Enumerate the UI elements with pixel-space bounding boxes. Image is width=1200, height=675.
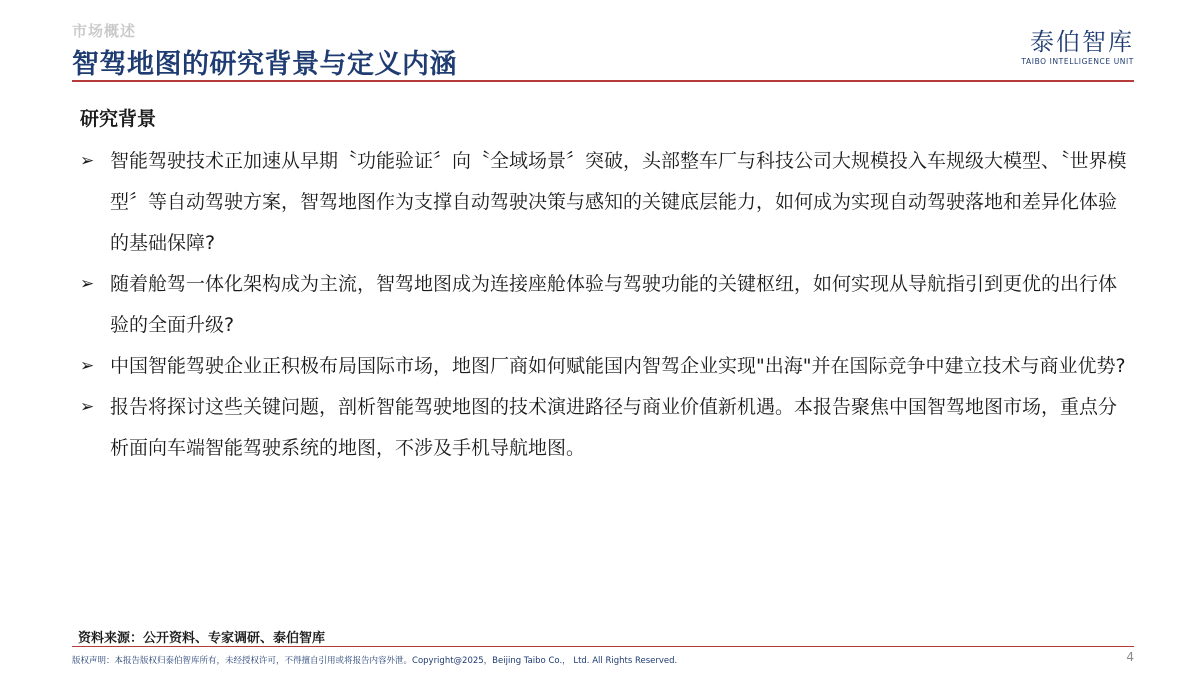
content-area — [80, 104, 1130, 469]
bullet-text: 报告将探讨这些关键问题，剖析智能驾驶地图的技术演进路径与商业价值新机遇。本报告聚焦中国智驾地图市场，重点分析面向车端智能驾驶系统的地图，不涉及手机导航地图。 — [110, 396, 1118, 459]
copyright-notice: 版权声明：本报告版权归泰伯智库所有，未经授权许可，不得擅自引用或将报告内容外泄。Copyright@2025，Beijing Taibo Co.， Ltd. All Rights Reserved. — [72, 656, 678, 666]
arrow-bullet-icon: ➢ — [80, 397, 95, 417]
bullet-item — [80, 264, 1130, 346]
source-note: 资料来源：公开资料、专家调研、泰伯智库 — [78, 631, 326, 646]
bullet-text: 中国智能驾驶企业正积极布局国际市场，地图厂商如何赋能国内智驾企业实现"出海"并在国际竞争中建立技术与商业优势? — [110, 355, 1126, 377]
logo-text: 泰伯智库 — [1030, 28, 1134, 56]
bullet-item — [80, 387, 1130, 469]
bullet-list — [80, 141, 1130, 469]
arrow-bullet-icon: ➢ — [80, 151, 95, 171]
bullet-item — [80, 141, 1130, 264]
bullet-text: 智能驾驶技术正加速从早期〝功能验证〞向〝全域场景〞突破，头部整车厂与科技公司大规模投入车规级大模型、〝世界模型〞等自动驾驶方案，智驾地图作为支撑自动驾驶决策与感知的关键底层能力，如何成为实现自动驾驶落地和差异化体验的基础保障? — [110, 150, 1127, 254]
footer-divider — [72, 646, 1134, 647]
header-divider — [72, 80, 1134, 82]
subheading: 研究背景 — [80, 108, 157, 130]
page-title: 智驾地图的研究背景与定义内涵 — [72, 49, 457, 80]
logo-subtext: TAIBO INTELLIGENCE UNIT — [1021, 57, 1134, 66]
arrow-bullet-icon: ➢ — [80, 274, 95, 294]
bullet-text: 随着舱驾一体化架构成为主流，智驾地图成为连接座舱体验与驾驶功能的关键枢纽，如何实现从导航指引到更优的出行体验的全面升级? — [110, 273, 1118, 336]
section-label: 市场概述 — [72, 22, 137, 40]
bullet-item — [80, 346, 1130, 387]
page-number: 4 — [1126, 650, 1134, 664]
arrow-bullet-icon: ➢ — [80, 356, 95, 376]
logo — [1021, 28, 1134, 66]
